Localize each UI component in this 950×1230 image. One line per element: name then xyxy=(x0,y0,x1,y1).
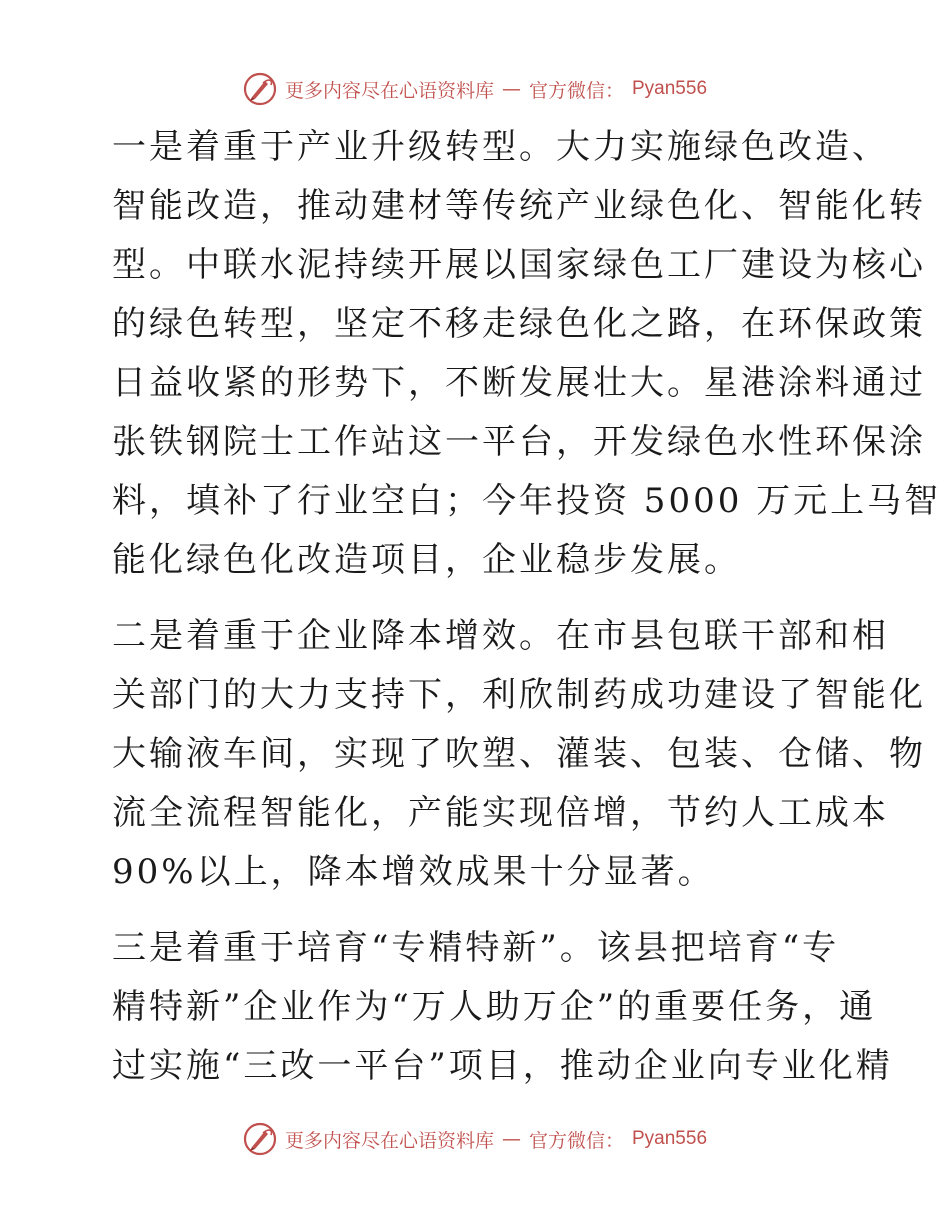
text-line: 二是着重于企业降本增效。在市县包联干部和相 xyxy=(112,616,889,656)
text-line: 智能改造，推动建材等传统产业绿色化、智能化转 xyxy=(112,186,926,226)
watermark-brand: Pyan556 xyxy=(632,78,708,99)
watermark-text: 更多内容尽在心语资料库 xyxy=(284,1129,494,1152)
text-line: 三是着重于培育“专精特新”。该县把培育“专 xyxy=(112,928,840,968)
watermark-separator: — xyxy=(501,1128,521,1150)
watermark-separator: — xyxy=(501,78,521,100)
document-body xyxy=(98,118,942,1113)
text-line: 日益收紧的形势下，不断发展壮大。星港涂料通过 xyxy=(112,363,926,403)
watermark-official: 官方微信： xyxy=(528,1129,624,1152)
text-line: 一是着重于产业升级转型。大力实施绿色改造、 xyxy=(112,127,889,167)
text-line: 型。中联水泥持续开展以国家绿色工厂建设为核心 xyxy=(112,245,926,285)
paragraph-3 xyxy=(98,919,893,1096)
watermark-official: 官方微信： xyxy=(528,79,624,102)
text-line: 过实施“三改一平台”项目，推动企业向专业化精 xyxy=(112,1046,893,1086)
text-line: 精特新”企业作为“万人助万企”的重要任务，通 xyxy=(112,987,877,1027)
text-line: 能化绿色化改造项目，企业稳步发展。 xyxy=(112,540,741,580)
text-line: 90%以上，降本增效成果十分显著。 xyxy=(112,852,715,892)
paragraph-2 xyxy=(98,607,926,902)
text-line: 流全流程智能化，产能实现倍增，节约人工成本 xyxy=(112,793,889,833)
quill-pen-logo-icon xyxy=(243,1122,277,1156)
watermark-brand: Pyan556 xyxy=(632,1128,708,1149)
text-line: 关部门的大力支持下，利欣制药成功建设了智能化 xyxy=(112,675,926,715)
text-line: 张铁钢院士工作站这一平台，开发绿色水性环保涂 xyxy=(112,422,926,462)
header-watermark xyxy=(0,72,950,106)
quill-pen-logo-icon xyxy=(243,72,277,106)
footer-watermark xyxy=(0,1122,950,1156)
text-line: 料，填补了行业空白；今年投资 5000 万元上马智 xyxy=(112,481,942,521)
text-line: 大输液车间，实现了吹塑、灌装、包装、仓储、物 xyxy=(112,734,926,774)
text-line: 的绿色转型，坚定不移走绿色化之路，在环保政策 xyxy=(112,304,926,344)
watermark-text: 更多内容尽在心语资料库 xyxy=(284,79,494,102)
paragraph-1 xyxy=(98,118,942,590)
